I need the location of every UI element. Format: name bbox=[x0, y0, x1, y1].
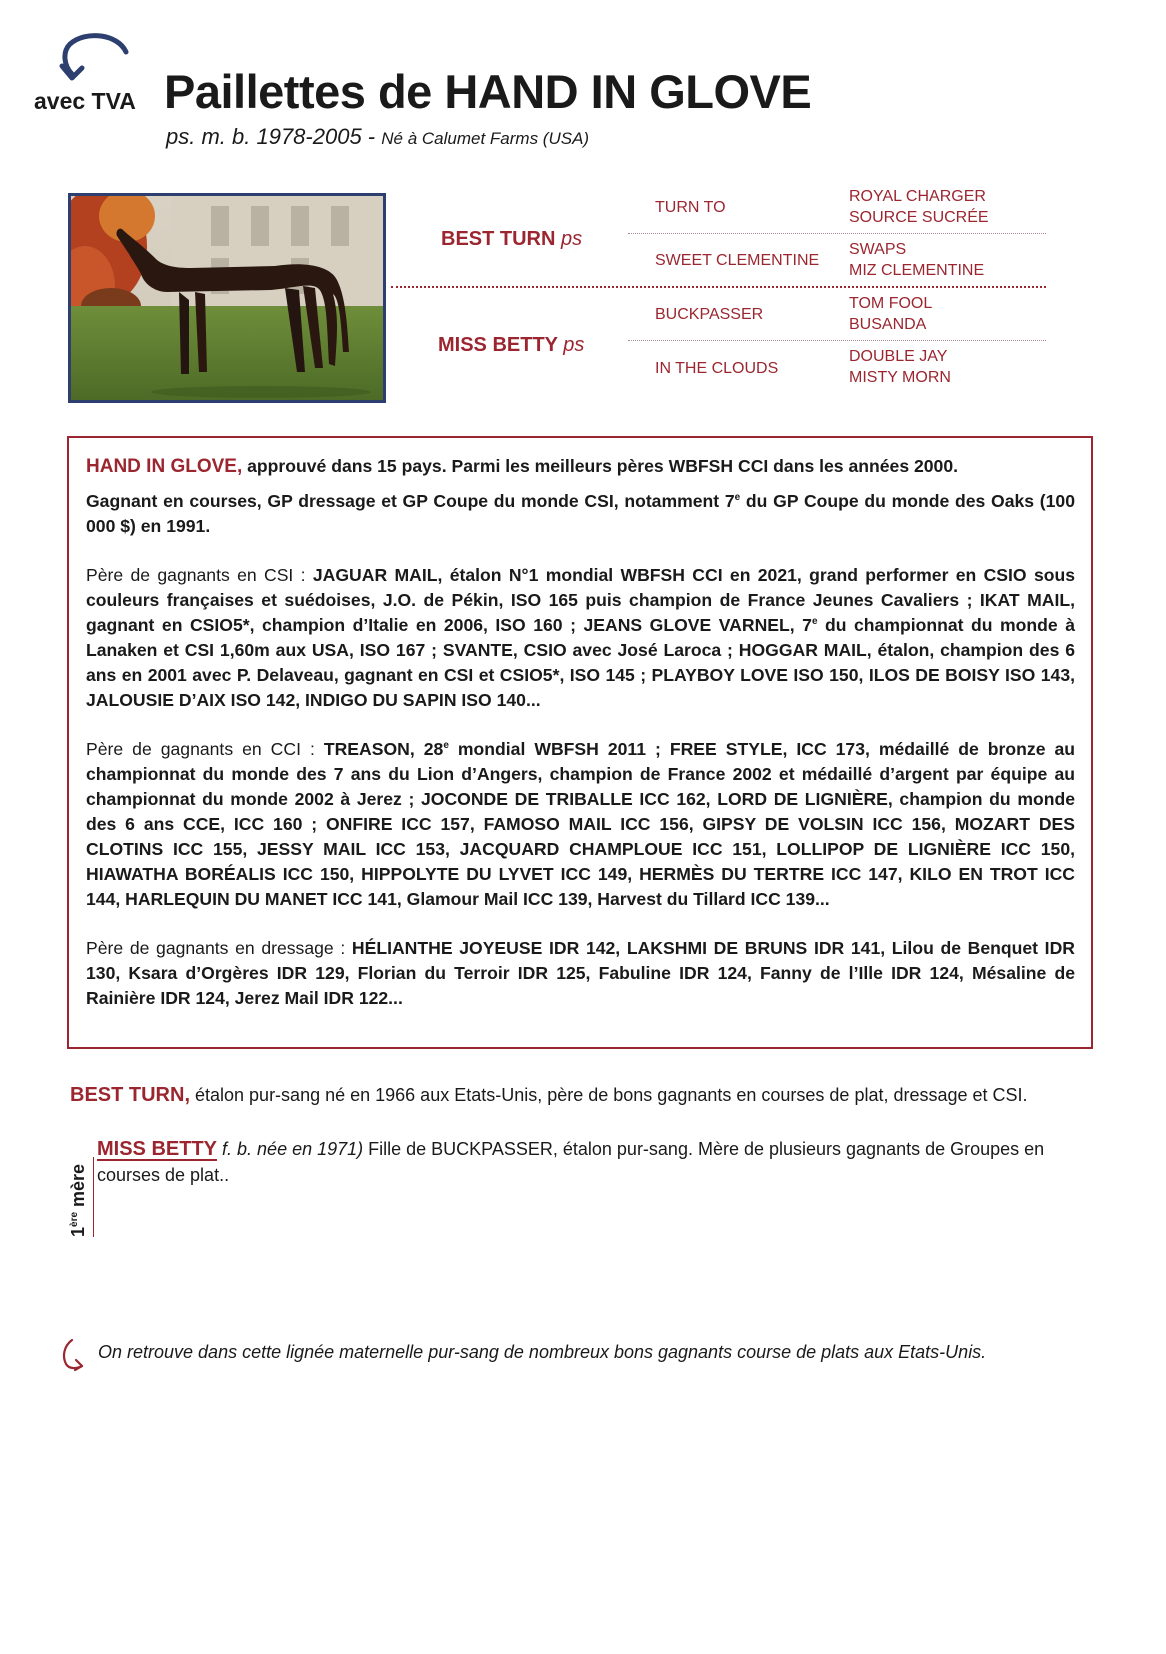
pedigree-sire bbox=[441, 228, 582, 251]
horse-photo bbox=[68, 193, 386, 403]
csi-intro: Père de gagnants en CSI : bbox=[86, 565, 313, 585]
pedigree-divider-main bbox=[391, 286, 1046, 288]
dressage-text: HÉLIANTHE JOYEUSE IDR 142, LAKSHMI DE BRUNS IDR 141, Lilou de Benquet IDR 130, Ksara d’Orgères IDR 129, Florian du Terroir IDR 125, Fabuline IDR 124, Fanny de l’Ille IDR 124, Mésaline de Rainière IDR 124, Jerez Mail IDR 122... bbox=[86, 938, 1075, 1008]
grandparent-2: SWEET CLEMENTINE bbox=[655, 252, 820, 269]
dam-bracket bbox=[93, 1157, 94, 1237]
great-grandparent-6: BUSANDA bbox=[849, 316, 927, 333]
page-title: Paillettes de HAND IN GLOVE bbox=[164, 65, 812, 118]
dam-desc-text: Fille de BUCKPASSER, étalon pur-sang. Mère de plusieurs gagnants de Groupes en courses de plat.. bbox=[97, 1139, 1045, 1185]
grandparent-3: BUCKPASSER bbox=[655, 306, 764, 323]
great-grandparent-1: ROYAL CHARGER bbox=[849, 188, 986, 205]
sire-name: BEST TURN bbox=[441, 228, 556, 250]
mere-num: 1 bbox=[68, 1226, 88, 1237]
grandparent-4: IN THE CLOUDS bbox=[655, 360, 779, 377]
dam-desc-name: MISS BETTY bbox=[97, 1138, 218, 1160]
dressage-intro: Père de gagnants en dressage : bbox=[86, 938, 352, 958]
description-box bbox=[67, 436, 1093, 1049]
tva-label: avec TVA bbox=[34, 88, 136, 114]
pedigree-divider bbox=[628, 340, 1046, 341]
cci-text: TREASON, 28 bbox=[323, 739, 444, 759]
pedigree-divider bbox=[628, 233, 1046, 234]
great-grandparent-4: MIZ CLEMENTINE bbox=[849, 262, 985, 279]
racing-text: Gagnant en courses, GP dressage et GP Coupe du monde CSI, notamment 7 bbox=[86, 491, 735, 511]
cci-text-end: mondial WBFSH 2011 ; FREE STYLE, ICC 173, médaillé de bronze au championnat du monde des 7 ans du Lion d’Angers, champion de France 2002 et médaillé d’argent par équipe au championnat du monde 2002 à Jerez ; JOCONDE DE TRIBALLE ICC 162, LORD DE LIGNIÈRE, champion du monde des 6 ans CCE, ICC 160 ; ONFIRE ICC 157, FAMOSO MAIL ICC 156, GIPSY DE VOLSIN ICC 156, MOZART DES CLOTINS ICC 155, JESSY MAIL ICC 153, JACQUARD CHAMPLOUE ICC 151, LOLLIPOP DE LIGNIÈRE ICC 150, HIAWATHA BORÉALIS ICC 150, HIPPOLYTE DU LYVET ICC 149, HERMÈS DU TERTRE ICC 147, KILO EN TROT ICC 144, HARLEQUIN DU MANET ICC 141, Glamour Mail ICC 139, Harvest du Tillard ICC 139... bbox=[86, 739, 1076, 909]
cci-paragraph bbox=[86, 737, 1075, 912]
dam-name: MISS BETTY bbox=[438, 334, 558, 356]
mere-sup: ère bbox=[69, 1211, 80, 1227]
great-grandparent-2: SOURCE SUCRÉE bbox=[849, 209, 989, 226]
sire-desc-name: BEST TURN, bbox=[70, 1084, 190, 1106]
sire-desc-text: étalon pur-sang né en 1966 aux Etats-Unis, père de bons gagnants en courses de plat, dressage et CSI. bbox=[190, 1085, 1028, 1105]
subtitle-separator: - bbox=[361, 124, 382, 149]
great-grandparent-7: DOUBLE JAY bbox=[849, 348, 948, 365]
pedigree-dam bbox=[438, 334, 584, 357]
great-grandparent-5: TOM FOOL bbox=[849, 295, 933, 312]
grandparent-1: TURN TO bbox=[655, 199, 726, 216]
ordinal-suffix: e bbox=[443, 740, 449, 752]
intro-text: approuvé dans 15 pays. Parmi les meilleurs pères WBFSH CCI dans les années 2000. bbox=[242, 456, 959, 476]
return-arrow-icon bbox=[60, 1338, 86, 1372]
sire-description bbox=[70, 1084, 1100, 1107]
sire-suffix: ps bbox=[561, 228, 583, 250]
dam-suffix: ps bbox=[563, 334, 585, 356]
first-dam-label bbox=[68, 1164, 89, 1237]
csi-text-end: du championnat du monde à Lanaken et CSI 1,60m aux USA, ISO 167 ; SVANTE, CSIO avec José Laroca ; HOGGAR MAIL, étalon, champion des 6 ans en 2001 avec P. Delaveau, gagnant en CSI et CSIO5*, ISO 145 ; PLAYBOY LOVE ISO 150, ILOS DE BOISY ISO 143, JALOUSIE D’AIX ISO 142, INDIGO DU SAPIN ISO 140... bbox=[86, 615, 1075, 710]
dressage-paragraph bbox=[86, 936, 1075, 1011]
stallion-name: HAND IN GLOVE, bbox=[86, 456, 243, 477]
racing-text-end: du GP Coupe du monde des Oaks (100 000 $) en 1991. bbox=[86, 491, 1075, 536]
intro-paragraph bbox=[86, 454, 1075, 479]
footer-note: On retrouve dans cette lignée maternelle pur-sang de nombreux bons gagnants course de plats aux Etats-Unis. bbox=[98, 1342, 987, 1362]
cci-intro: Père de gagnants en CCI : bbox=[86, 739, 324, 759]
ordinal-suffix: e bbox=[811, 616, 818, 628]
csi-paragraph bbox=[86, 563, 1075, 713]
dam-desc-info: f. b. née en 1971) bbox=[222, 1139, 364, 1159]
dam-description bbox=[97, 1136, 1092, 1188]
curved-arrow-icon bbox=[56, 30, 134, 86]
ordinal-suffix: e bbox=[734, 492, 741, 504]
subtitle-main: ps. m. b. 1978-2005 bbox=[166, 124, 362, 149]
subtitle-birthplace: Né à Calumet Farms (USA) bbox=[381, 129, 590, 148]
great-grandparent-3: SWAPS bbox=[849, 241, 907, 258]
page-subtitle bbox=[166, 124, 589, 150]
csi-text: JAGUAR MAIL, étalon N°1 mondial WBFSH CCI en 2021, grand performer en CSIO sous couleurs françaises et suédoises, J.O. de Pékin, ISO 165 puis champion de France Jeunes Cavaliers ; IKAT MAIL, gagnant en CSIO5*, champion d’Italie en 2006, ISO 160 ; JEANS GLOVE VARNEL, 7 bbox=[86, 565, 1076, 635]
great-grandparent-8: MISTY MORN bbox=[849, 369, 951, 386]
mere-word: mère bbox=[68, 1163, 88, 1212]
racing-paragraph bbox=[86, 489, 1075, 539]
